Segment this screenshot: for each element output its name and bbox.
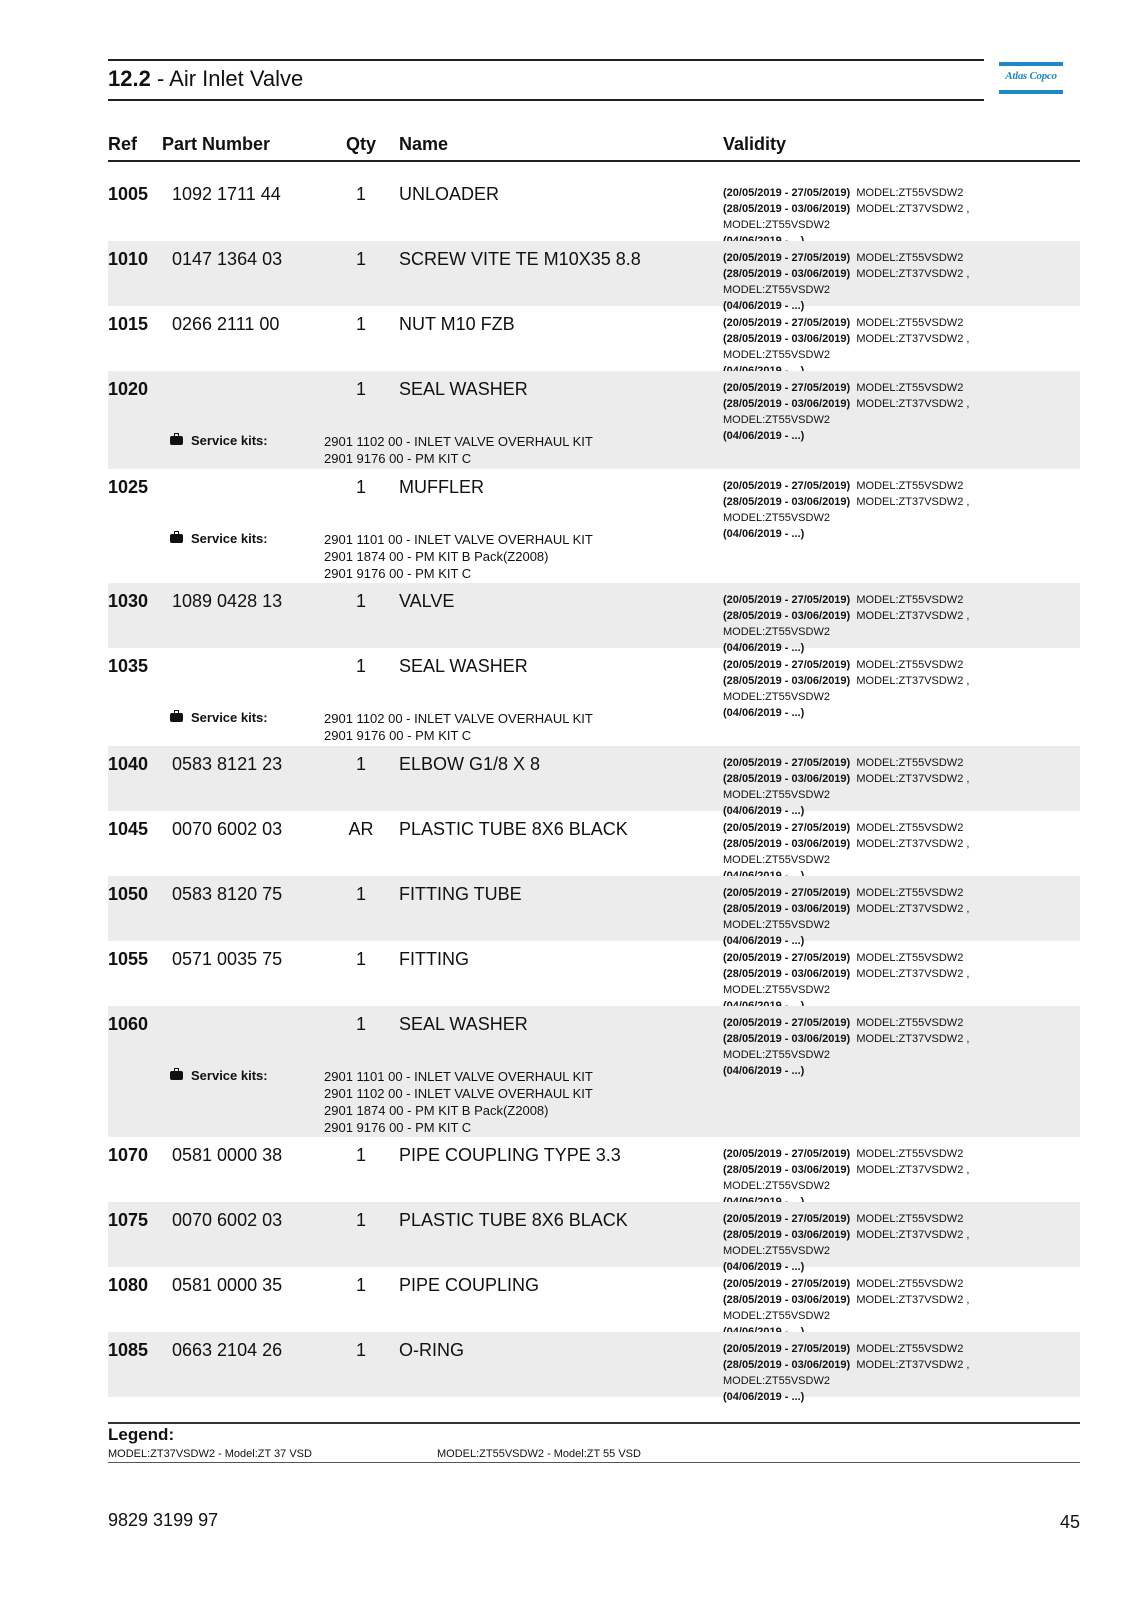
validity-model: MODEL:ZT55VSDW2 xyxy=(856,822,964,834)
part-name: SEAL WASHER xyxy=(399,379,528,399)
service-kit-item: 2901 1102 00 - INLET VALVE OVERHAUL KIT xyxy=(324,1086,593,1101)
validity-range: (20/05/2019 - 27/05/2019) xyxy=(723,252,851,264)
table-row xyxy=(108,1137,1080,1202)
part-qty: 1 xyxy=(355,1275,366,1295)
validity-range: (28/05/2019 - 03/06/2019) xyxy=(723,1229,851,1241)
validity-model: MODEL:ZT55VSDW2 xyxy=(723,1375,830,1387)
validity-range: (04/06/2019 - ...) xyxy=(723,642,805,654)
validity-cell xyxy=(723,950,1073,1014)
validity-model: MODEL:ZT55VSDW2 xyxy=(856,382,964,394)
validity-model: MODEL:ZT37VSDW2 , xyxy=(856,1164,970,1176)
service-kits-text: Service kits: xyxy=(191,531,268,546)
part-number: 1089 0428 13 xyxy=(172,591,283,611)
part-qty: 1 xyxy=(355,249,366,269)
parts-table xyxy=(108,176,1080,1403)
validity-cell xyxy=(723,657,1073,721)
validity-model: MODEL:ZT37VSDW2 , xyxy=(856,398,970,410)
legend-item-zt37: MODEL:ZT37VSDW2 - Model:ZT 37 VSD xyxy=(108,1448,312,1460)
validity-model: MODEL:ZT55VSDW2 xyxy=(723,691,830,703)
validity-model: MODEL:ZT55VSDW2 xyxy=(723,512,830,524)
table-row xyxy=(108,1332,1080,1403)
validity-model: MODEL:ZT37VSDW2 , xyxy=(856,1033,970,1045)
part-name: MUFFLER xyxy=(399,477,484,497)
validity-range: (20/05/2019 - 27/05/2019) xyxy=(723,1213,851,1225)
validity-range: (28/05/2019 - 03/06/2019) xyxy=(723,838,851,850)
part-number: 0070 6002 03 xyxy=(172,819,283,839)
validity-model: MODEL:ZT37VSDW2 , xyxy=(856,1294,970,1306)
validity-cell xyxy=(723,1146,1073,1210)
section-title xyxy=(108,66,303,92)
table-row xyxy=(108,371,1080,469)
validity-range: (28/05/2019 - 03/06/2019) xyxy=(723,610,851,622)
validity-model: MODEL:ZT55VSDW2 xyxy=(723,626,830,638)
validity-model: MODEL:ZT55VSDW2 xyxy=(723,1180,830,1192)
part-name: PLASTIC TUBE 8X6 BLACK xyxy=(399,819,628,839)
part-number: 0266 2111 00 xyxy=(172,314,280,334)
part-name: NUT M10 FZB xyxy=(399,314,515,334)
table-row xyxy=(108,876,1080,947)
part-qty: 1 xyxy=(355,884,366,904)
service-kits-label xyxy=(170,1068,268,1083)
part-ref: 1035 xyxy=(108,656,149,676)
service-kit-item: 2901 1101 00 - INLET VALVE OVERHAUL KIT xyxy=(324,532,593,547)
validity-range: (28/05/2019 - 03/06/2019) xyxy=(723,1033,851,1045)
part-qty: 1 xyxy=(355,754,366,774)
part-ref: 1020 xyxy=(108,379,149,399)
part-ref: 1005 xyxy=(108,184,149,204)
validity-range: (20/05/2019 - 27/05/2019) xyxy=(723,952,851,964)
validity-model: MODEL:ZT55VSDW2 xyxy=(856,1148,964,1160)
validity-model: MODEL:ZT55VSDW2 xyxy=(723,789,830,801)
part-ref: 1010 xyxy=(108,249,149,269)
part-name: PLASTIC TUBE 8X6 BLACK xyxy=(399,1210,628,1230)
legend-rule xyxy=(108,1422,1080,1424)
validity-cell xyxy=(723,1276,1073,1340)
table-row xyxy=(108,1202,1080,1273)
validity-cell xyxy=(723,1015,1073,1079)
service-kit-item: 2901 1874 00 - PM KIT B Pack(Z2008) xyxy=(324,549,549,564)
validity-cell xyxy=(723,250,1073,314)
service-kits-list xyxy=(324,433,593,467)
validity-model: MODEL:ZT55VSDW2 xyxy=(856,659,964,671)
validity-model: MODEL:ZT55VSDW2 xyxy=(723,854,830,866)
table-row xyxy=(108,176,1080,241)
part-ref: 1055 xyxy=(108,949,149,969)
table-row xyxy=(108,469,1080,583)
validity-model: MODEL:ZT55VSDW2 xyxy=(856,757,964,769)
validity-model: MODEL:ZT37VSDW2 , xyxy=(856,838,970,850)
validity-model: MODEL:ZT37VSDW2 , xyxy=(856,773,970,785)
validity-model: MODEL:ZT37VSDW2 , xyxy=(856,903,970,915)
legend-title: Legend: xyxy=(108,1425,175,1444)
part-name: SEAL WASHER xyxy=(399,1014,528,1034)
validity-model: MODEL:ZT55VSDW2 xyxy=(723,219,830,231)
page-number: 45 xyxy=(1059,1512,1080,1532)
validity-cell xyxy=(723,885,1073,949)
header-top-rule xyxy=(108,59,984,61)
part-name: SCREW VITE TE M10X35 8.8 xyxy=(399,249,641,269)
part-number: 1092 1711 44 xyxy=(172,184,281,204)
part-qty: 1 xyxy=(355,314,366,334)
validity-range: (20/05/2019 - 27/05/2019) xyxy=(723,594,851,606)
service-kits-list xyxy=(324,710,593,744)
part-name: FITTING xyxy=(399,949,469,969)
validity-model: MODEL:ZT55VSDW2 xyxy=(856,187,964,199)
validity-model: MODEL:ZT37VSDW2 , xyxy=(856,203,970,215)
validity-range: (04/06/2019 - ...) xyxy=(723,528,805,540)
part-name: O-RING xyxy=(399,1340,464,1360)
part-qty: 1 xyxy=(355,379,366,399)
part-number: 0070 6002 03 xyxy=(172,1210,283,1230)
validity-model: MODEL:ZT55VSDW2 xyxy=(723,1245,830,1257)
service-kit-item: 2901 1101 00 - INLET VALVE OVERHAUL KIT xyxy=(324,1069,593,1084)
table-row xyxy=(108,648,1080,746)
validity-range: (28/05/2019 - 03/06/2019) xyxy=(723,203,851,215)
atlas-copco-logo xyxy=(999,62,1063,94)
validity-cell xyxy=(723,380,1073,444)
service-kits-list xyxy=(324,531,593,582)
column-part-number: Part Number xyxy=(162,134,271,154)
section-number: 12.2 xyxy=(108,66,151,91)
part-qty: 1 xyxy=(355,1210,366,1230)
table-row xyxy=(108,1006,1080,1137)
validity-cell xyxy=(723,185,1073,249)
validity-range: (28/05/2019 - 03/06/2019) xyxy=(723,1359,851,1371)
part-ref: 1015 xyxy=(108,314,149,334)
part-name: SEAL WASHER xyxy=(399,656,528,676)
toolbox-icon xyxy=(170,1071,183,1080)
validity-range: (20/05/2019 - 27/05/2019) xyxy=(723,887,851,899)
part-ref: 1030 xyxy=(108,591,149,611)
part-number: 0583 8120 75 xyxy=(172,884,283,904)
validity-model: MODEL:ZT55VSDW2 xyxy=(856,952,964,964)
validity-model: MODEL:ZT37VSDW2 , xyxy=(856,968,970,980)
service-kit-item: 2901 9176 00 - PM KIT C xyxy=(324,1120,472,1135)
validity-model: MODEL:ZT55VSDW2 xyxy=(856,1017,964,1029)
validity-range: (04/06/2019 - ...) xyxy=(723,1261,805,1273)
validity-range: (28/05/2019 - 03/06/2019) xyxy=(723,675,851,687)
validity-range: (28/05/2019 - 03/06/2019) xyxy=(723,496,851,508)
part-number: 0581 0000 35 xyxy=(172,1275,283,1295)
validity-range: (28/05/2019 - 03/06/2019) xyxy=(723,968,851,980)
validity-range: (04/06/2019 - ...) xyxy=(723,300,805,312)
validity-range: (04/06/2019 - ...) xyxy=(723,707,805,719)
validity-model: MODEL:ZT55VSDW2 xyxy=(723,1049,830,1061)
part-qty: 1 xyxy=(355,477,366,497)
validity-range: (28/05/2019 - 03/06/2019) xyxy=(723,398,851,410)
table-row xyxy=(108,306,1080,371)
validity-model: MODEL:ZT55VSDW2 xyxy=(723,1310,830,1322)
part-qty: 1 xyxy=(355,184,366,204)
validity-model: MODEL:ZT37VSDW2 , xyxy=(856,1359,970,1371)
part-ref: 1085 xyxy=(108,1340,149,1360)
validity-range: (04/06/2019 - ...) xyxy=(723,430,805,442)
table-row xyxy=(108,941,1080,1006)
validity-range: (28/05/2019 - 03/06/2019) xyxy=(723,333,851,345)
service-kit-item: 2901 9176 00 - PM KIT C xyxy=(324,728,472,743)
service-kits-label xyxy=(170,433,268,448)
part-ref: 1040 xyxy=(108,754,149,774)
part-ref: 1060 xyxy=(108,1014,149,1034)
part-ref: 1045 xyxy=(108,819,149,839)
validity-range: (20/05/2019 - 27/05/2019) xyxy=(723,382,851,394)
validity-model: MODEL:ZT37VSDW2 , xyxy=(856,333,970,345)
table-row xyxy=(108,1267,1080,1332)
service-kit-item: 2901 1102 00 - INLET VALVE OVERHAUL KIT xyxy=(324,434,593,449)
validity-model: MODEL:ZT37VSDW2 , xyxy=(856,675,970,687)
validity-range: (20/05/2019 - 27/05/2019) xyxy=(723,480,851,492)
validity-range: (28/05/2019 - 03/06/2019) xyxy=(723,773,851,785)
validity-range: (28/05/2019 - 03/06/2019) xyxy=(723,1294,851,1306)
part-qty: 1 xyxy=(355,591,366,611)
validity-range: (04/06/2019 - ...) xyxy=(723,805,805,817)
toolbox-icon xyxy=(170,713,183,722)
part-number: 0147 1364 03 xyxy=(172,249,283,269)
service-kit-item: 2901 1874 00 - PM KIT B Pack(Z2008) xyxy=(324,1103,549,1118)
validity-cell xyxy=(723,1341,1073,1405)
validity-cell xyxy=(723,820,1073,884)
part-qty: 1 xyxy=(355,656,366,676)
part-ref: 1025 xyxy=(108,477,149,497)
service-kits-text: Service kits: xyxy=(191,710,268,725)
validity-range: (20/05/2019 - 27/05/2019) xyxy=(723,317,851,329)
table-row xyxy=(108,811,1080,876)
validity-range: (20/05/2019 - 27/05/2019) xyxy=(723,1343,851,1355)
service-kit-item: 2901 9176 00 - PM KIT C xyxy=(324,451,472,466)
service-kit-item: 2901 1102 00 - INLET VALVE OVERHAUL KIT xyxy=(324,711,593,726)
validity-range: (20/05/2019 - 27/05/2019) xyxy=(723,757,851,769)
part-qty: 1 xyxy=(355,1145,366,1165)
validity-cell xyxy=(723,592,1073,656)
legend-item-zt55: MODEL:ZT55VSDW2 - Model:ZT 55 VSD xyxy=(437,1448,641,1460)
part-name: PIPE COUPLING TYPE 3.3 xyxy=(399,1145,621,1165)
toolbox-icon xyxy=(170,436,183,445)
validity-range: (28/05/2019 - 03/06/2019) xyxy=(723,903,851,915)
part-name: PIPE COUPLING xyxy=(399,1275,540,1295)
part-qty: 1 xyxy=(355,949,366,969)
validity-model: MODEL:ZT55VSDW2 xyxy=(723,414,830,426)
validity-model: MODEL:ZT55VSDW2 xyxy=(856,480,964,492)
part-name: UNLOADER xyxy=(399,184,500,204)
part-qty: AR xyxy=(348,819,374,839)
validity-model: MODEL:ZT55VSDW2 xyxy=(723,984,830,996)
document-number: 9829 3199 97 xyxy=(108,1510,219,1530)
part-number: 0581 0000 38 xyxy=(172,1145,283,1165)
service-kits-text: Service kits: xyxy=(191,433,268,448)
part-number: 0583 8121 23 xyxy=(172,754,283,774)
validity-range: (20/05/2019 - 27/05/2019) xyxy=(723,1017,851,1029)
table-row xyxy=(108,241,1080,312)
validity-cell xyxy=(723,1211,1073,1275)
part-number: 0571 0035 75 xyxy=(172,949,283,969)
service-kits-text: Service kits: xyxy=(191,1068,268,1083)
part-name: FITTING TUBE xyxy=(399,884,522,904)
service-kits-label xyxy=(170,710,268,725)
validity-range: (20/05/2019 - 27/05/2019) xyxy=(723,1148,851,1160)
validity-model: MODEL:ZT55VSDW2 xyxy=(723,349,830,361)
validity-model: MODEL:ZT55VSDW2 xyxy=(856,1213,964,1225)
part-number: 0663 2104 26 xyxy=(172,1340,283,1360)
section-title-text: - Air Inlet Valve xyxy=(150,66,304,91)
column-qty: Qty xyxy=(346,134,377,154)
table-row xyxy=(108,583,1080,654)
validity-model: MODEL:ZT55VSDW2 xyxy=(856,1278,964,1290)
validity-model: MODEL:ZT37VSDW2 , xyxy=(856,610,970,622)
validity-range: (20/05/2019 - 27/05/2019) xyxy=(723,659,851,671)
validity-model: MODEL:ZT37VSDW2 , xyxy=(856,268,970,280)
validity-model: MODEL:ZT37VSDW2 , xyxy=(856,1229,970,1241)
service-kits-list xyxy=(324,1068,593,1136)
validity-cell xyxy=(723,755,1073,819)
validity-range: (04/06/2019 - ...) xyxy=(723,1065,805,1077)
table-column-headers xyxy=(108,132,1080,162)
service-kits-label xyxy=(170,531,268,546)
logo-text: Atlas Copco xyxy=(1005,70,1057,82)
validity-range: (20/05/2019 - 27/05/2019) xyxy=(723,1278,851,1290)
service-kit-item: 2901 9176 00 - PM KIT C xyxy=(324,566,472,581)
validity-model: MODEL:ZT55VSDW2 xyxy=(856,1343,964,1355)
validity-model: MODEL:ZT55VSDW2 xyxy=(723,284,830,296)
column-ref: Ref xyxy=(108,134,138,154)
column-name: Name xyxy=(399,134,449,154)
validity-range: (28/05/2019 - 03/06/2019) xyxy=(723,1164,851,1176)
validity-model: MODEL:ZT55VSDW2 xyxy=(856,887,964,899)
validity-range: (20/05/2019 - 27/05/2019) xyxy=(723,187,851,199)
toolbox-icon xyxy=(170,534,183,543)
validity-cell xyxy=(723,315,1073,379)
part-qty: 1 xyxy=(355,1014,366,1034)
validity-range: (04/06/2019 - ...) xyxy=(723,1391,805,1403)
validity-model: MODEL:ZT37VSDW2 , xyxy=(856,496,970,508)
part-ref: 1080 xyxy=(108,1275,149,1295)
column-validity: Validity xyxy=(723,134,787,154)
validity-range: (04/06/2019 - ...) xyxy=(723,935,805,947)
header-bottom-rule xyxy=(108,99,984,101)
validity-model: MODEL:ZT55VSDW2 xyxy=(856,317,964,329)
validity-model: MODEL:ZT55VSDW2 xyxy=(856,252,964,264)
part-name: ELBOW G1/8 X 8 xyxy=(399,754,541,774)
part-qty: 1 xyxy=(355,1340,366,1360)
table-row xyxy=(108,746,1080,817)
validity-range: (20/05/2019 - 27/05/2019) xyxy=(723,822,851,834)
validity-range: (28/05/2019 - 03/06/2019) xyxy=(723,268,851,280)
validity-model: MODEL:ZT55VSDW2 xyxy=(723,919,830,931)
part-ref: 1070 xyxy=(108,1145,149,1165)
part-ref: 1075 xyxy=(108,1210,149,1230)
part-ref: 1050 xyxy=(108,884,149,904)
part-name: VALVE xyxy=(399,591,455,611)
legend-bottom-rule xyxy=(108,1462,1080,1463)
validity-cell xyxy=(723,478,1073,542)
validity-model: MODEL:ZT55VSDW2 xyxy=(856,594,964,606)
